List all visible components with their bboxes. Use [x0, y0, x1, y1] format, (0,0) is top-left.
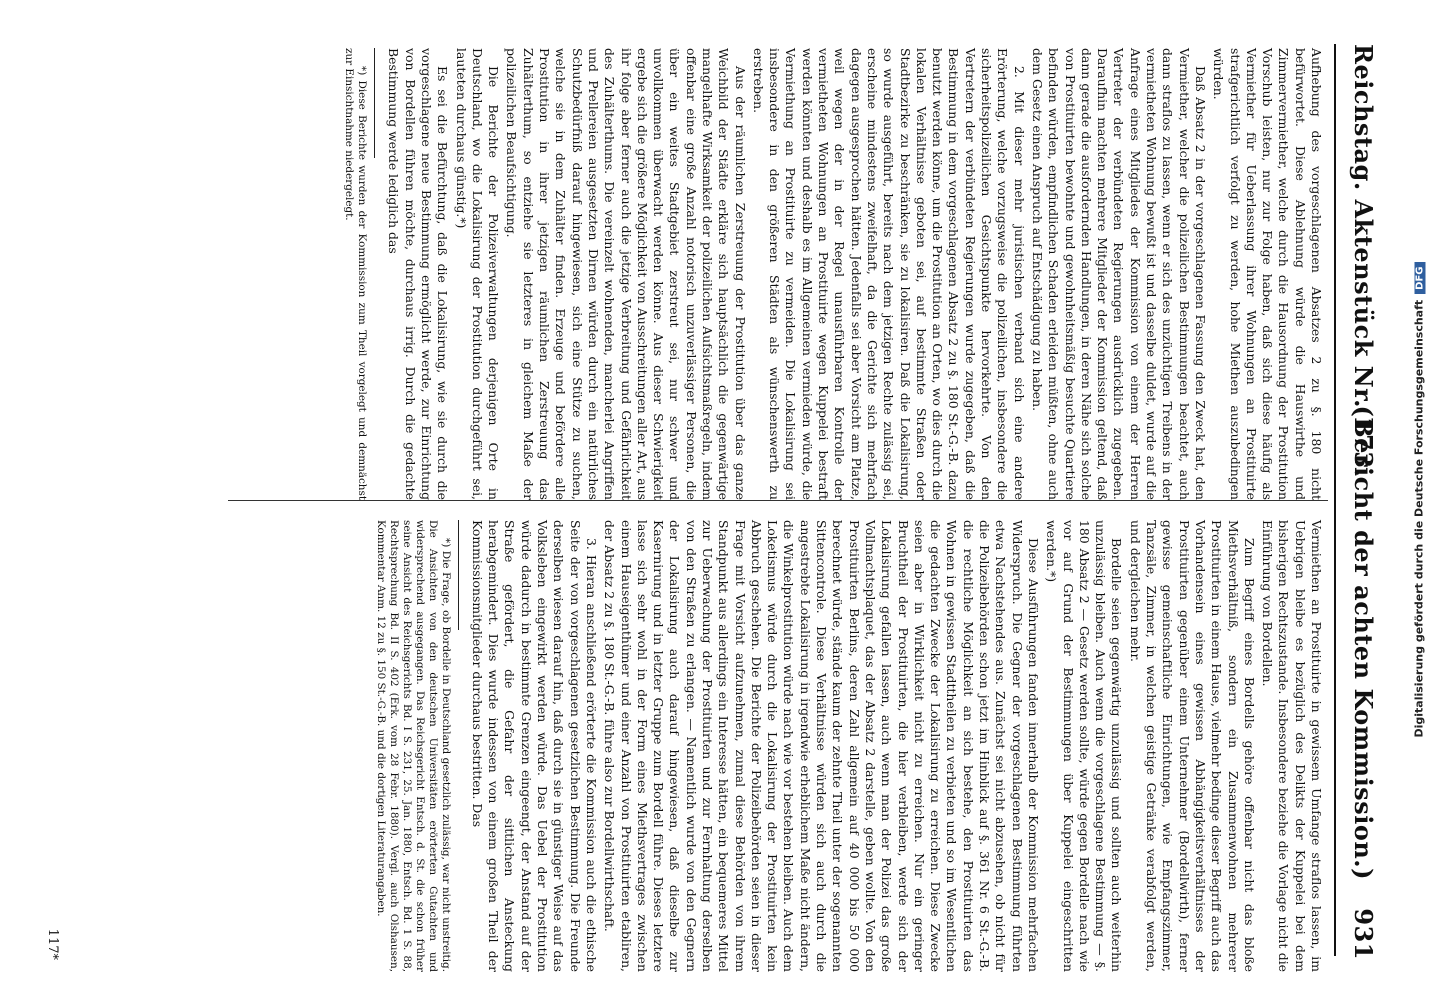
header-commission: (Bericht der achten Kommission.) [1349, 405, 1378, 880]
paragraph: Daß Absatz 2 in der vorgeschlagenen Fassung den Zweck hat, den Vermiether, welcher die polizeilichen Bestimmungen beachtet, auch dann straflos zu lassen, wenn er sich des unzüchtigen Treibens in der vermietheten Wohnung bewußt ist und dasselbe duldet, wurde auf die Anfrage eines Mitgliedes der Kommission von einem der Herren Vertreter der verbündeten Regierungen ausdrücklich zugegeben. Daraufhin machten mehrere Mitglieder der Kommission geltend, daß dann gerade die ausfordernden Handlungen, in deren Nähe sich solche von Prostituirten bewohnte und gewohnheitsmäßig besuchte Quartiere befinden würden, empfindlichen Schaden erleiden müßten, ohne auch dem Gesetz einen Anspruch auf Entschädigung zu haben. [1029, 48, 1208, 500]
paragraph: Es sei die Befürchtung, daß die Lokalisirung, wie sie durch die vorgeschlagene neue Bestimmung ermöglicht werde, zur Einrichtung von Bordellen führen möchte, durchaus irrig. Durch die gedachte Bestimmung werde lediglich das [386, 48, 451, 500]
right-column [372, 520, 1324, 972]
credit-text: Digitalisierung gefördert durch die Deutsche Forschungsgemeinschaft [1412, 299, 1426, 738]
sheet-signature: 117* [45, 928, 60, 960]
running-header [1338, 40, 1378, 960]
paragraph: Bordelle seien gegenwärtig unzulässig und sollten auch weiterhin unzulässig bleiben. Auch wenn die vorgeschlagene Bestimmung — §. 180 Absatz 2 — Gesetz werden sollte, würde gegen Bordelle nach wie vor auf Grund der Bestimmungen über Kuppelei eingeschritten werden.*) [1044, 520, 1125, 972]
header-title: Reichstag. Aktenstück Nr. 173. [1349, 44, 1378, 478]
digitization-credit [1406, 0, 1432, 1000]
footnote: *) Die Frage, ob Bordelle in Deutschland gesetzlich zulässig, war nicht unstreitig. Die Ansichten von den deutschen Universitäten erörterten Gutachten und widersprechend ausgegangen. Das Reichsgericht Entsch. d. St. die schon früher seine Ansicht des Reichsgerichts Bd. I S. 231, 25. Jan. 1880, Entsch. Bd. 1 S. 88, Rechtsprechung Bd. II S. 402 (Erk. vom 28 Febr. 1880). Vergl. auch Olshausen, Kommentar Anm. 12 zu §. 150 St.-G.-B. und die dortigen Literaturangaben. [374, 520, 452, 972]
credit-line [1413, 0, 1426, 1000]
paragraph: Aufhebung des vorgeschlagenen Absatzes 2 zu §. 180 nicht befürwortet. Diese Ablehnung würde die Hauswirthe und Zimmervermiether, welche durch die Hausordnung der Prostitution Vorschub leisten, nur zur Folge haben, daß sich diese häufig als Vermiether für Ueberlassung ihrer Wohnungen an Prostituirte strafgerichtlich verfolgt zu werden, hohe Miethen auszubedingen würden. [1211, 48, 1324, 500]
paragraph: Vermiethen an Prostituirte in gewissem Umfange straflos lassen, im Uebrigen bleibe es bezüglich des Delikts der Kuppelei bei dem bisherigen Rechtszustande. Insbesondere beziehe die Vorlage nicht die Einführung von Bordellen. [1260, 520, 1324, 972]
paragraph: Die Berichte der Polizeiverwaltungen derjenigen Orte in Deutschland, wo die Lokalisirung der Prostitution durchgeführt sei, lauteten durchaus günstig.*) [453, 48, 502, 500]
dfg-logo: DFG [1415, 263, 1426, 294]
header-rule [1334, 44, 1336, 956]
footnote-rule [458, 520, 459, 630]
paragraph: 2. Mit dieser mehr juristischen verband sich eine andere Erörterung, welche vorzugsweise die polizeilichen, insbesondere die sicherheitspolizeilichen Gesichtspunkte hervorkehrte. Von den Vertretern der verbündeten Regierungen wurde zugegeben, daß die Bestimmung in dem vorgeschlagenen Absatz 2 zu §. 180 St.-G.-B. dazu benutzt werden könne, um die Prostitution an Orten, wo dies durch die lokalen Verhältnisse geboten sei, auf bestimmte Straßen oder Stadtbezirke zu beschränken, sie zu lokalisiren. Daß die Lokalisirung, so wurde ausgeführt, bereits nach dem jetzigen Rechte zulässig sei, erscheine mindestens zweifelhaft, da die Gerichte sich mehrfach dagegen ausgesprochen hätten. Jedenfalls sei aber Vorsicht am Platze, weil wegen der in der Regel unausführbaren Kontrolle der vermietheten Wohnungen an Prostituirte wegen Kuppelei bestraft werden könnten und deshalb es im Allgemeinen vermieden würde, die Vermiethung an Prostituirte zu vermeiden. Die Lokalisirung sei insbesondere in den größeren Städten als wünschenswerth zu erstreben. [750, 48, 1027, 500]
paragraph: Diese Ausführungen fanden innerhalb der Kommission mehrfachen Widerspruch. Die Gegner der vorgeschlagenen Bestimmung führten etwa Nachstehendes aus. Zunächst sei nicht abzusehen, ob nicht für die Polizeibehörden schon jetzt im Hinblick auf §. 361 Nr. 6 St.-G.-B. die rechtliche Möglichkeit an sich bestehe, den Prostituirten das Wohnen in gewissen Stadttheilen zu verbieten und so im Wesentlichen die gedachten Zwecke der Lokalisirung zu erreichen. Diese Zwecke seien aber in Wirklichkeit nicht zu erreichen. Nur ein geringer Bruchtheil der Prostituirten, die hier verbleiben, werde sich der Lokalisirung gefallen lassen, auch wenn man der Polizei das große Vollmachtsplaquet, das der Absatz 2 darstelle, geben wollte. Von den Prostituirten Berlins, deren Zahl allgemein auf 40 000 bis 50 000 berechnet würde, stände kaum der zehnte Theil unter der sogenannten Sittencontrole. Diese Verhältnisse würden sich auch durch die angestrebte Lokalisirung in irgendwie erheblichem Maße nicht ändern, die Winkelprostitution würde nach wie vor bestehen bleiben. Auch dem Loketismus würde durch die Lokalisirung der Prostituirten kein Abbruch geschehen. Die Berichte der Polizeibehörden seien in dieser Frage mit Vorsicht aufzunehmen, zumal diese Behörden von ihrem Standpunkt aus allerdings ein Interesse hätten, ein bequemeres Mittel zur Ueberwachung der Prostituirten und zur Fernhaltung derselben von den Straßen zu erlangen. — Namentlich wurde von den Gegnern der Lokalisirung auch darauf hingewiesen, daß dieselbe zur Kasernirung und in letzter Gruppe zum Bordell führe. Dieses letztere lasse sich sehr wohl in der Form eines Miethsvertrages zwischen einem Hauseigenthümer und einer Anzahl von Prostituirten etabliren, der Absatz 2 zu §. 180 St.-G.-B. führe also zur Bordellwirthschaft. [602, 520, 1041, 972]
column-divider [228, 500, 1328, 501]
paragraph: Zum Begriff eines Bordells gehöre offenbar nicht das bloße Miethsverhältniß, sondern ein Zusammenwohnen mehrerer Prostituirten in einem Hause, vielmehr bedinge dieser Begriff auch das Vorhandensein eines gewissen Abhängigkeitsverhältnisses der Prostituirten gegenüber einem Unternehmer (Bordellwirth), ferner gewisse gemeinschaftliche Einrichtungen, wie Empfangszimmer, Tanzsäle, Zimmer, in welchen geistige Getränke verabfolgt werden, und dergleichen mehr. [1127, 520, 1257, 972]
footnote-rule [374, 48, 375, 158]
paragraph: Aus der räumlichen Zerstreuung der Prostitution über das ganze Weichbild der Städte erkläre sich hauptsächlich die gegenwärtige mangelhafte Wirksamkeit der polizeilichen Aufsichtsmaßregeln, indem offenbar eine große Anzahl notorisch unzuverlässiger Personen, die über ein weites Stadtgebiet zerstreut sei, nur schwer und unvollkommen überwacht werden könne. Aus dieser Schwierigkeit ergebe sich die größere Möglichkeit von Ausschreitungen aller Art, aus ihr folge aber ferner auch die jetzige Verbreitung und Gefährlichkeit des Zuhälterthums. Die vereinzelt wohnenden, mancherlei Angriffen und Prellereien ausgesetzten Dirnen würden durch ein natürliches Schutzbedürfniß darauf hingewiesen, sich eine Stütze zu suchen, welche sie in dem Zuhälter finden. Erzeuge und befördere alle Prostitution in ihrer jetzigen räumlichen Zerstreuung das Zuhälterthum, so entziehe sie letzteres in gleichem Maße der polizeilichen Beaufsichtigung. [504, 48, 748, 500]
page-number: 931 [1349, 908, 1378, 960]
left-column [340, 48, 1324, 500]
paragraph: 3. Hieran anschließend erörterte die Kommission auch die ethische Seite der von vorgeschlagenen gesetzlichen Bestimmung. Die Freunde derselben wiesen darauf hin, daß durch sie in günstiger Weise auf das Volksleben eingewirkt werden würde. Das Uebel der Prostitution würde dadurch in bestimmte Grenzen eingeengt, der Anstand auf der Straße gefördert, die Gefahr der sittlichen Ansteckung herabgemindert. Dies wurde indessen von einem großen Theil der Kommissionsmitglieder durchaus bestritten. Das [469, 520, 599, 972]
footnote: *) Diese Berichte wurden der Kommission zum Theil vorgelegt und demnächst zur Einsichtnahme niedergelegt. [343, 48, 369, 500]
